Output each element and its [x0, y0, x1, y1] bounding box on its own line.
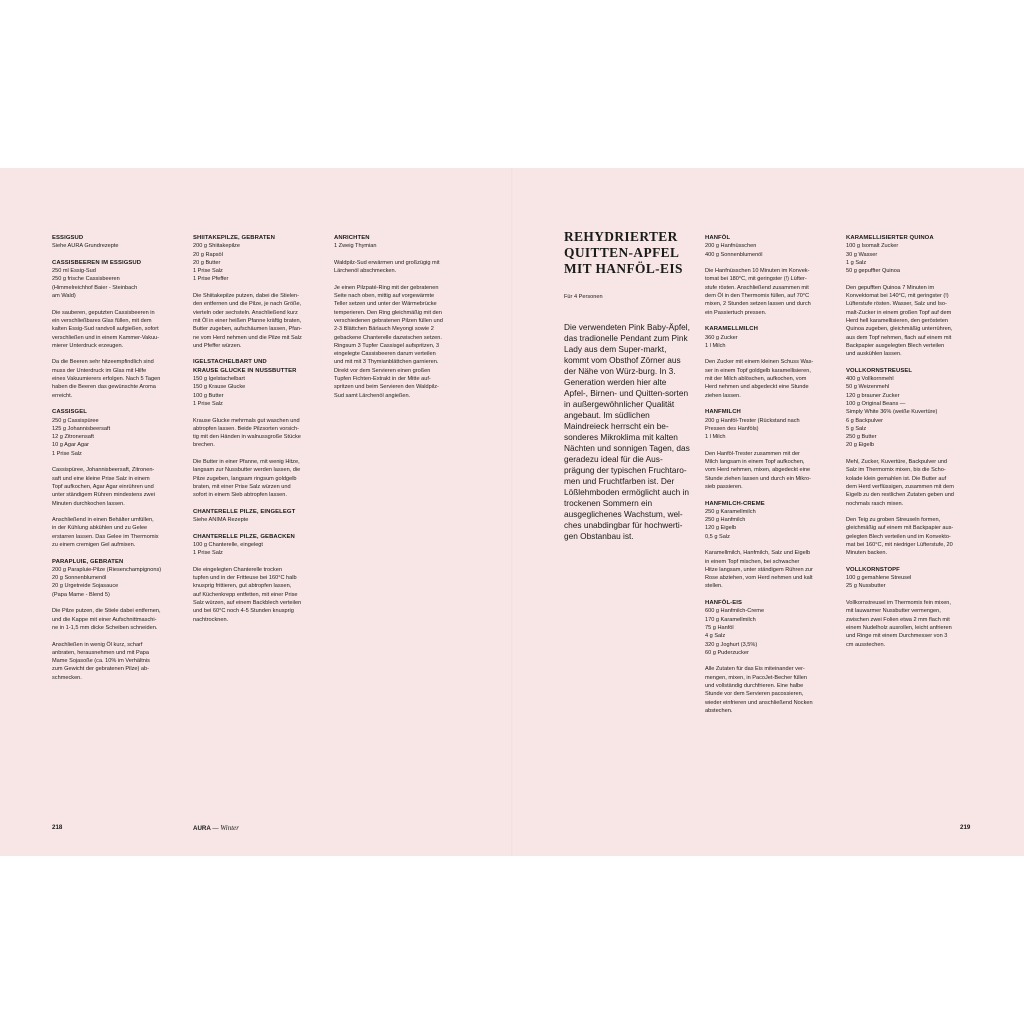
section-heading: HANFÖL	[705, 235, 731, 241]
ingredient-list: 200 g Hanfnüsschen 400 g Sonnenblumenöl	[705, 243, 763, 258]
gutter-shadow	[511, 168, 513, 856]
section-heading: SHIITAKEPILZE, GEBRATEN	[193, 235, 275, 241]
running-footer	[193, 824, 239, 832]
recipe-section	[52, 234, 178, 251]
preparation-text: Die sauberen, geputzten Cassisbeeren in ein verschließbares Glas füllen, mit dem kalten Essig-Sud randvoll aufgießen, sofort verschließen und in einem Kammer-Vakuu- mierer Unterdruck erzeugen. Da die Beeren sehr hitzeempfindlich sind muss der Unterdruck im Glas mit Hilfe eines Vakuumierers erfolgen. Nach 5 Tagen haben die Beeren das gewünschte Aroma erreicht.	[52, 309, 161, 399]
preparation-text: Den gepufften Quinoa 7 Minuten im Konvektomat bei 140°C, mit geringster (!) Lüfterstufe rösten. Wasser, Salz und Iso- malt-Zucker in einem großen Topf auf dem Herd hell karamellisieren, den gerösteten Quinoa zugeben, gleichmäßig unterrühren, aus dem Topf nehmen, flach auf einem mit Backpapier ausgelegten Blech verteilen und auskühlen lassen.	[846, 284, 953, 358]
recipe-section	[705, 234, 831, 317]
preparation-text: Die Hanfnüsschen 10 Minuten im Konvek- tomat bei 180°C, mit geringster (!) Lüfter- stufe rösten. Anschließend zusammen mit dem Öl in den Thermomix füllen, auf 70°C mixen, 2 Stunden setzen lassen und durch ein Passiertuch pressen.	[705, 268, 811, 316]
ingredient-list: 360 g Zucker 1 l Milch	[705, 334, 738, 349]
recipe-column-4	[705, 234, 831, 724]
ingredient-list: 250 g Cassispüree 125 g Johannisbeersaft 12 g Zitronensaft 10 g Agar Agar 1 Prise Salz	[52, 417, 111, 457]
ingredient-list: 600 g Hanfmilch-Creme 170 g Karamellmilch 75 g Hanföl 4 g Salz 320 g Joghurt (3,5%) 60 g Puderzucker	[705, 608, 765, 656]
page-number-right: 219	[960, 824, 971, 831]
recipe-section	[705, 408, 831, 491]
section-heading: CASSISBEEREN IM ESSIGSUD	[52, 259, 142, 266]
section-heading: HANFÖL-EIS	[705, 600, 742, 607]
ingredient-list: 200 g Shiitakepilze 20 g Rapsöl 20 g Butter 1 Prise Salz 1 Prise Pfeffer	[193, 243, 240, 283]
recipe-section	[846, 234, 972, 358]
recipe-section	[334, 234, 460, 400]
footer-dash: —	[212, 825, 219, 832]
recipe-title: REHYDRIERTER QUITTEN-APFEL MIT HANFÖL-EIS	[564, 229, 683, 276]
recipe-column-1	[52, 234, 178, 690]
recipe-section	[705, 325, 831, 400]
recipe-section	[52, 259, 178, 400]
section-heading: CASSISGEL	[52, 409, 87, 416]
preparation-text: Waldpilz-Sud erwärmen und großzügig mit Lärchenöl abschmecken. Je einen Pilzpaté-Ring mit der gebratenen Seite nach oben, mittig auf vorgewärmte Teller setzen und unter der Wärmebrücke temperieren. Den Ring gleichmäßig mit den verschiedenen gebratenen Pilzen füllen und 2-3 Blättchen Bärlauch Meyongi sowie 2 gebackene Chanterelle dazwischen setzen. Ringsum 3 Tupfer Cassisgel aufspritzen, 3 eingelegte Cassisbeeren darum verteilen und mit mit 3 Thymianblättchen garnieren. Direkt vor dem Servieren einen großen Tupfen Fichten-Extrakt in der Mitte auf- spritzen und beim Servieren den Waldpilz- Sud samt Lärchenöl angießen.	[334, 259, 443, 399]
recipe-column-3	[334, 234, 460, 408]
ingredient-list: 100 g Chanterelle, eingelegt 1 Prise Salz	[193, 541, 263, 557]
servings: Für 4 Personen	[564, 294, 603, 300]
section-heading: IGELSTACHELBART UND KRAUSE GLUCKE IN NUSSBUTTER	[193, 359, 297, 374]
recipe-section	[193, 508, 319, 525]
ingredient-list: 250 g Karamellmilch 250 g Hanfmilch 120 g Eigelb 0,5 g Salz	[705, 508, 756, 540]
recipe-section	[846, 367, 972, 558]
recipe-section	[705, 599, 831, 715]
section-heading: KARAMELLMILCH	[705, 326, 758, 333]
preparation-text: Alle Zutaten für das Eis miteinander ver- mengen, mixen, in PacoJet-Becher füllen und vollständig durchfrieren. Eine halbe Stunde vor dem Servieren pacossieren, wieder einfrieren und anschließend Nocken abstechen.	[705, 666, 813, 714]
recipe-section	[193, 533, 319, 624]
section-heading: KARAMELLISIERTER QUINOA	[846, 235, 934, 241]
section-heading: PARAPLUIE, GEBRATEN	[52, 558, 124, 565]
magazine-name: AURA	[193, 825, 211, 832]
section-heading: ESSIGSUD	[52, 235, 84, 241]
preparation-text: Die eingelegten Chanterelle trocken tupfen und in der Fritteuse bei 160°C halb knusprig frittieren, gut abtropfen lassen, auf Küchenkrepp entfetten, mit einer Prise Salz würzen, auf einem Backblech verteilen und bei 60°C noch 4-5 Stunden knusprig nachtrocknen.	[193, 566, 302, 623]
recipe-section	[52, 558, 178, 682]
recipe-section	[846, 566, 972, 649]
preparation-text: Vollkornstreusel im Thermomix fein mixen, mit lauwarmer Nussbutter vermengen, zwischen zwei Folien etwa 2 mm flach mit einem Nudelholz ausrollen, leicht anfrieren und Ringe mit einem Durchmesser von 3 cm ausstechen.	[846, 600, 952, 648]
section-heading: ANRICHTEN	[334, 235, 370, 241]
recipe-section	[193, 234, 319, 350]
ingredient-list: 250 ml Essig-Sud 250 g frische Cassisbeeren (Himmelreichhof Baier - Steinbach am Wald)	[52, 268, 138, 300]
preparation-text: Die Pilze putzen, die Stiele dabei entfernen, und die Kappe mit einer Aufschnittmaschi- ne in 1-1,5 mm dicke Scheiben schneiden. Anschließen in wenig Öl kurz, scharf anbraten, herausnehmen und mit Papa Mame Sojasoße (ca. 10% im Verhältnis zum Gewicht der gebratenen Pilze) ab- schmecken.	[52, 608, 161, 681]
ingredient-list: 150 g Igelstachelbart 150 g Krause Glucke 100 g Butter 1 Prise Salz	[193, 376, 246, 407]
recipe-section	[193, 358, 319, 499]
preparation-text: Den Hanföl-Trester zusammen mit der Milch langsam in einem Topf aufkochen, vom Herd nehmen, mixen, abgedeckt eine Stunde ziehen lassen und durch ein Mikro- sieb passieren.	[705, 450, 812, 490]
recipe-intro: Die verwendeten Pink Baby-Äpfel, das tradionelle Pendant zum Pink Lady aus dem Super-markt, kommt vom Obsthof Zörner aus der Nähe von Würz-burg. In 3. Generation werden hier alte Apfel-, Birnen- und Quitten-sorten in außergewöhnlicher Qualität angebaut. Im südlichen Maindreieck herrscht ein be-sonderes Mikroklima mit kalten Nächten und sonnigen Tagen, das geradezu ideal für die Aus-prägung der typischen Fruchtaro-men und Fruchtfarben ist. Der Lößlehmboden ermöglicht auch in trockenen Sommern ein ausgeglichenes Wachstum, wel-ches unabdingbar für hochwerti-gen Obstanbau ist.	[564, 322, 690, 541]
season-name: Winter	[220, 824, 239, 832]
ingredient-list: Siehe ANIMA Rezepte	[193, 517, 249, 524]
preparation-text: Die Shiitakepilze putzen, dabei die Stielen- den entfernen und die Pilze, je nach Größe, vierteln oder sechsteln. Anschließend kurz mit Öl in einer heißen Pfanne kräftig braten, Butter zugeben, aufschäumen lassen, Pfan- ne vom Herd nehmen und die Pilze mit Salz und Pfeffer würzen.	[193, 293, 302, 349]
section-heading: VOLLKORNSTOPF	[846, 566, 900, 573]
preparation-text: Den Zucker mit einem kleinen Schuss Was- ser in einem Topf goldgelb karamellisieren, mit der Milch ablöschen, aufkochen, vom Herd nehmen und abgedeckt eine Stunde ziehen lassen.	[705, 359, 814, 399]
section-heading: CHANTERELLE PILZE, GEBACKEN	[193, 533, 295, 540]
ingredient-list: Siehe AURA Grundrezepte	[52, 243, 119, 250]
ingredient-list: 200 g Parapluie-Pilze (Riesenchampignons) 20 g Sonnenblumenöl 20 g Urgetreide Sojasauce (Papa Mame - Blend 5)	[52, 566, 162, 598]
preparation-text: Krause Glucke mehrmals gut waschen und abtropfen lassen. Beide Pilzsorten vorsich- tig mit den Händen in walnussgroße Stücke brechen. Die Butter in einer Pfanne, mit wenig Hitze, langsam zur Nussbutter werden lassen, die Pilze zugeben, langsam ringsum goldgelb braten, mit einer Prise Salz würzen und sofort in einem Sieb abtropfen lassen.	[193, 417, 301, 499]
recipe-column-5	[846, 234, 972, 657]
ingredient-list: 100 g gemahlene Streusel 25 g Nussbutter	[846, 575, 912, 590]
ingredient-list: 400 g Vollkornmehl 50 g Weizenmehl 120 g brauner Zucker 100 g Original Beans — Simply White 36% (weiße Kuvertüre) 6 g Backpulver 5 g Salz 250 g Butter 20 g Eigelb	[846, 376, 938, 449]
page-number-left: 218	[52, 824, 63, 831]
recipe-section	[705, 500, 831, 591]
section-heading: CHANTERELLE PILZE, EINGELEGT	[193, 508, 296, 515]
preparation-text: Cassispüree, Johannisbeersaft, Zitronen- saft und eine kleine Prise Salz in einem Topf aufkochen, Agar Agar einrühren und unter ständigem Rühren mindestens zwei Minuten durchkochen lassen. Anschließend in einen Behälter umfüllen, in der Kühlung abkühlen und zu Gelee erstarren lassen. Das Gelee im Thermomix zu einem cremigen Gel aufmixen.	[52, 467, 159, 548]
section-heading: HANFMILCH	[705, 409, 741, 416]
ingredient-list: 1 Zweig Thymian	[334, 243, 377, 250]
section-heading: HANFMILCH-CREME	[705, 500, 765, 507]
ingredient-list: 100 g Isomalt Zucker 30 g Wasser 1 g Salz 50 g gepuffter Quinoa	[846, 243, 901, 275]
recipe-column-2	[193, 234, 319, 632]
ingredient-list: 200 g Hanföl-Trester (Rückstand nach Pressen des Hanföls) 1 l Milch	[705, 417, 800, 441]
recipe-section	[52, 408, 178, 549]
section-heading: VOLLKORNSTREUSEL	[846, 367, 913, 374]
preparation-text: Mehl, Zucker, Kuvertüre, Backpulver und Salz im Thermomix mixen, bis die Scho- kolade klein gemahlen ist. Die Butter auf dem Herd verflüssigen, zusammen mit dem Eigelb zu den restlichen Zutaten geben und nochmals rasch mixen. Den Teig zu groben Streuseln formen, gleichmäßig auf einem mit Backpapier aus- gelegten Blech verteilen und im Konvekto- mat bei 160°C, mit niedriger Lüfterstufe, 20 Minuten backen.	[846, 459, 954, 557]
preparation-text: Karamellmilch, Hanfmilch, Salz und Eigelb in einem Topf mischen, bei schwacher Hitze langsam, unter ständigem Rühren zur Rose abziehen, vom Herd nehmen und kalt stellen.	[705, 550, 813, 590]
